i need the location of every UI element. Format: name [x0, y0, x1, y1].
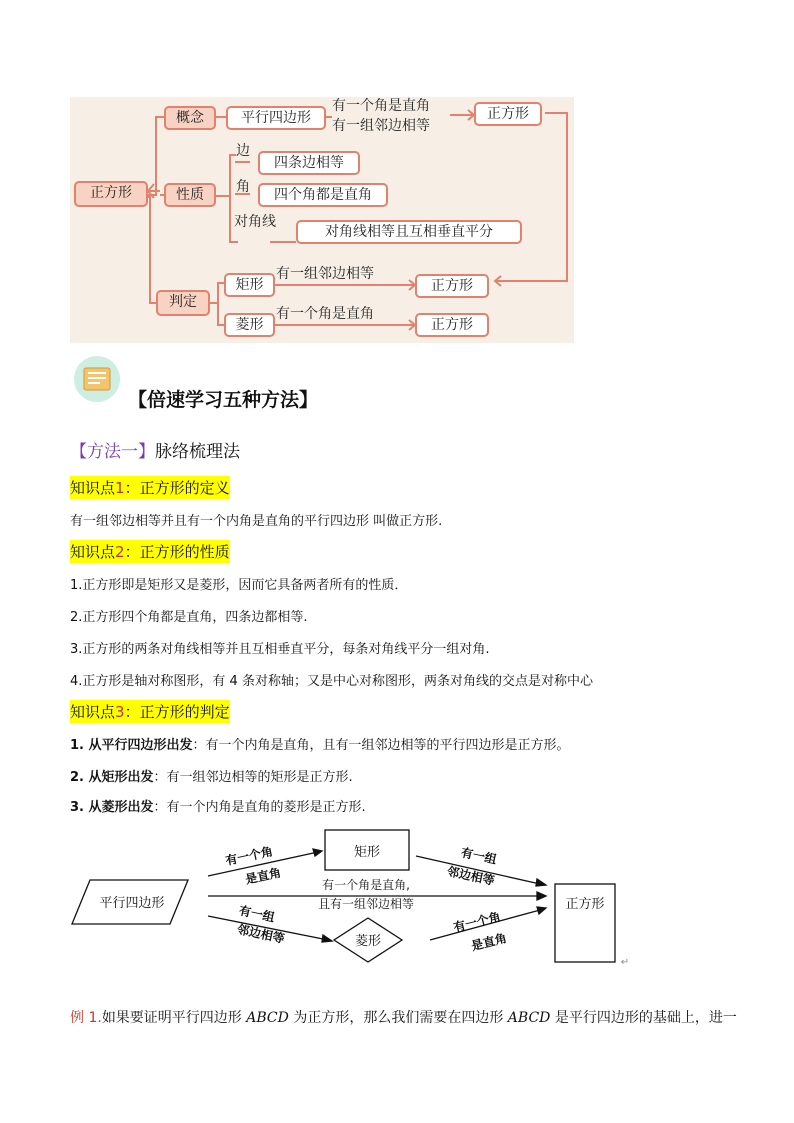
flow-square-label: 正方形 [565, 897, 605, 912]
knowledge-point-3 [70, 700, 230, 723]
kp2-item: 4.正方形是轴对称图形，有 4 条对称轴；又是中心对称图形，两条对角线的交点是对称中心 [70, 674, 593, 689]
kp3-post: ：正方形的判定 [124, 703, 230, 721]
kp2-item: 1.正方形即是矩形又是菱形，因而它具备两者所有的性质． [70, 578, 408, 593]
method-1-bracket: 【方法一】 [70, 442, 155, 462]
method-1-text: 脉络梳理法 [155, 442, 240, 462]
mm-side-label: 边 [236, 143, 250, 159]
flow-ur-label-1: 有一组 [459, 845, 498, 867]
kp2-num: 2 [115, 543, 125, 561]
example-var: ABCD [507, 1010, 551, 1026]
flow-mid-label-1: 有一个角是直角, [322, 878, 410, 892]
kp3-item-bold: 1. 从平行四边形出发 [70, 738, 193, 753]
mm-rect-result: 正方形 [415, 274, 489, 298]
mm-cond2: 有一组邻边相等 [332, 118, 430, 134]
example-var: ABCD [246, 1010, 289, 1026]
mm-rhombus-result: 正方形 [415, 313, 489, 337]
kp1-pre: 知识点 [70, 479, 116, 497]
flow-up-label-2: 是直角 [244, 865, 283, 887]
flow-parallelogram-label: 平行四边形 [99, 896, 165, 911]
example-tag: 例 1. [70, 1010, 102, 1026]
kp3-num: 3 [115, 703, 125, 721]
mm-rhombus: 菱形 [224, 313, 275, 337]
kp1-post: ：正方形的定义 [124, 479, 230, 497]
mm-property: 性质 [164, 183, 216, 207]
flow-ur-label-2: 邻边相等 [445, 864, 496, 888]
flow-rect-label: 矩形 [353, 845, 381, 860]
mm-angle-text: 四个角都是直角 [258, 183, 388, 207]
mindmap [70, 97, 574, 343]
section-title: 【倍速学习五种方法】 [128, 389, 319, 411]
kp3-item [70, 766, 353, 785]
mm-diag-label: 对角线 [234, 214, 276, 230]
flow-mid-label-2: 且有一组邻边相等 [317, 897, 415, 911]
mm-rhombus-cond: 有一个角是直角 [276, 306, 374, 322]
judgement-flow-diagram [70, 822, 650, 972]
flow-down-label-1: 有一组 [237, 903, 276, 925]
kp1-num: 1 [115, 479, 125, 497]
mm-concept: 概念 [164, 106, 216, 130]
notebook-icon [74, 356, 120, 402]
example-1 [70, 1007, 737, 1027]
mm-rect: 矩形 [224, 273, 275, 297]
method-1-heading [70, 437, 240, 462]
kp2-pre: 知识点 [70, 543, 116, 561]
example-text: 为正方形，那么我们需要在四边形 [288, 1010, 508, 1026]
kp3-item-bold: 2. 从矩形出发 [70, 770, 154, 785]
flow-up-label-1: 有一个角 [224, 844, 275, 868]
kp3-item-text: ：有一个内角是直角的菱形是正方形. [153, 800, 366, 815]
kp3-item-bold: 3. 从菱形出发 [70, 800, 154, 815]
flow-square-shape [555, 884, 615, 962]
flow-lr-label-1: 有一个角 [452, 909, 503, 935]
kp2-item: 3.正方形的两条对角线相等并且互相垂直平分，每条对角线平分一组对角. [70, 642, 490, 657]
mm-parallelogram: 平行四边形 [226, 106, 326, 130]
mm-concept-result: 正方形 [474, 102, 542, 126]
kp3-pre: 知识点 [70, 703, 116, 721]
kp3-item-text: ：有一个内角是直角，且有一组邻边相等的平行四边形是正方形。 [192, 738, 570, 753]
example-text: 如果要证明平行四边形 [101, 1010, 247, 1026]
return-mark: ↵ [620, 957, 630, 968]
kp2-post: ：正方形的性质 [124, 543, 230, 561]
knowledge-point-1 [70, 476, 230, 499]
flow-rhombus-label: 菱形 [354, 934, 382, 949]
mm-rect-cond: 有一组邻边相等 [276, 266, 374, 282]
kp2-item: 2.正方形四个角都是直角，四条边都相等. [70, 610, 308, 625]
flow-lr-label-2: 是直角 [469, 930, 509, 954]
mm-diag-text: 对角线相等且互相垂直平分 [296, 220, 522, 244]
mm-angle-label: 角 [236, 179, 250, 195]
mm-side-text: 四条边相等 [258, 151, 360, 175]
kp3-item [70, 734, 570, 753]
mm-cond1: 有一个角是直角 [332, 98, 430, 114]
knowledge-point-2 [70, 540, 230, 563]
mm-root: 正方形 [74, 181, 148, 207]
example-text: 是平行四边形的基础上，进一 [550, 1010, 737, 1026]
flow-down-label-2: 邻边相等 [235, 922, 286, 946]
kp3-item-text: ：有一组邻边相等的矩形是正方形. [153, 770, 353, 785]
mm-judge: 判定 [156, 290, 210, 316]
kp3-item [70, 796, 366, 815]
kp1-text: 有一组邻边相等并且有一个内角是直角的平行四边形 叫做正方形. [70, 514, 443, 529]
